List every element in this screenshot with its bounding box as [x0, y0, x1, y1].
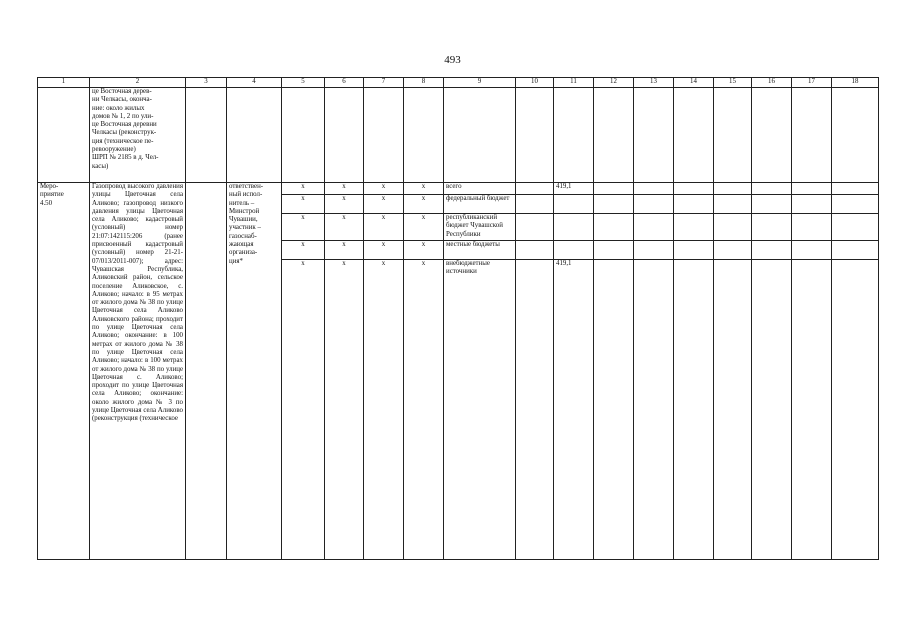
funding-source: федеральный бюджет [444, 195, 516, 214]
header-cell: 15 [714, 78, 752, 88]
header-cell: 12 [594, 78, 634, 88]
table-row: x x x x республиканский бюджет Чувашской Республики [38, 214, 879, 241]
funding-amount [554, 214, 594, 241]
header-cell: 17 [792, 78, 832, 88]
header-cell: 5 [282, 78, 325, 88]
table-row: x x x x внебюджетные источники 419,1 [38, 260, 879, 560]
header-cell: 16 [752, 78, 792, 88]
header-cell: 10 [516, 78, 554, 88]
header-cell: 9 [444, 78, 516, 88]
funding-source: внебюджетные источники [444, 260, 516, 560]
continuation-text: це Восточная дерев- ни Челкасы, оконча- ние: около жилых домов № 1, 2 по ули- це Восточная деревни Челкасы (реконструк- ция (техническое пе- ревооружение) ШРП № 2185 в д. Чел- касы) [90, 88, 186, 183]
funding-source: всего [444, 183, 516, 195]
event-executor: ответствен- ный испол- нитель – Минстрой Чувашии, участник – газоснаб- жающая организа- ция* [227, 183, 282, 560]
header-cell: 8 [404, 78, 444, 88]
header-cell: 1 [38, 78, 90, 88]
header-cell: 2 [90, 78, 186, 88]
event-name: Меро- приятие 4.50 [38, 183, 90, 560]
table-row: x x x x федеральный бюджет [38, 195, 879, 214]
header-cell: 18 [832, 78, 879, 88]
program-table [37, 77, 879, 560]
header-cell: 4 [227, 78, 282, 88]
funding-amount: 419,1 [554, 260, 594, 560]
funding-amount [554, 195, 594, 214]
header-cell: 14 [674, 78, 714, 88]
header-cell: 3 [186, 78, 227, 88]
header-cell: 6 [325, 78, 364, 88]
event-description: Газопровод высокого давления улицы Цветочная села Аликово; газопровод низкого давления улицы Цветочная села Аликово; кадастровый (условный) номер 21:07:142115:206 (ранее присвоенный кадастровый (условный) номер 21-21-07/013/2011-007); адрес: Чувашская Республика, Аликовский район, сельское поселение Аликовское, с. Аликово; начало: в 95 метрах от жилого дома № 38 по улице Цветочная села Аликово Аликовского района; проходит по улице Цветочная села Аликово; окончание: в 100 метрах от жилого дома № 38 по улице Цветочная села Аликово; начало: в 100 метрах от жилого дома № 38 по улице Цветочная с. Аликово; проходит по улице Цветочная села Аликово; окончание: около жилого дома № 3 по улице Цветочная села Аликово (реконструкция (техническое [90, 183, 186, 560]
header-cell: 7 [364, 78, 404, 88]
funding-source: республиканский бюджет Чувашской Республики [444, 214, 516, 241]
continuation-row [38, 88, 879, 183]
funding-amount: 419,1 [554, 183, 594, 195]
header-cell: 13 [634, 78, 674, 88]
header-row [38, 78, 879, 88]
header-cell: 11 [554, 78, 594, 88]
page-number: 493 [444, 54, 461, 66]
table-row: Меро- приятие 4.50 Газопровод высокого давления улицы Цветочная села Аликово; газопровод низкого давления улицы Цветочная села Аликово; кадастровый (условный) номер 21:07:142115:206 (ранее присвоенный кадастровый (условный) номер 21-21-07/013/2011-007); адрес: Чувашская Республика, Аликовский район, сельское поселение Аликовское, с. Аликово; начало: в 95 метрах от жилого дома № 38 по улице Цветочная села Аликово Аликовского района; проходит по улице Цветочная села Аликово; окончание: в 100 метрах от жилого дома № 38 по улице Цветочная села Аликово; начало: в 100 метрах от жилого дома № 38 по улице Цветочная с. Аликово; проходит по улице Цветочная села Аликово; окончание: около жилого дома № 3 по улице Цветочная села Аликово (реконструкция (техническое ответствен- ный испол- нитель – Минстрой Чувашии, участник – газоснаб- жающая организа- ция* x x x x всего 419,1 [38, 183, 879, 195]
funding-amount [554, 241, 594, 260]
funding-source: местные бюджеты [444, 241, 516, 260]
table-row: x x x x местные бюджеты [38, 241, 879, 260]
